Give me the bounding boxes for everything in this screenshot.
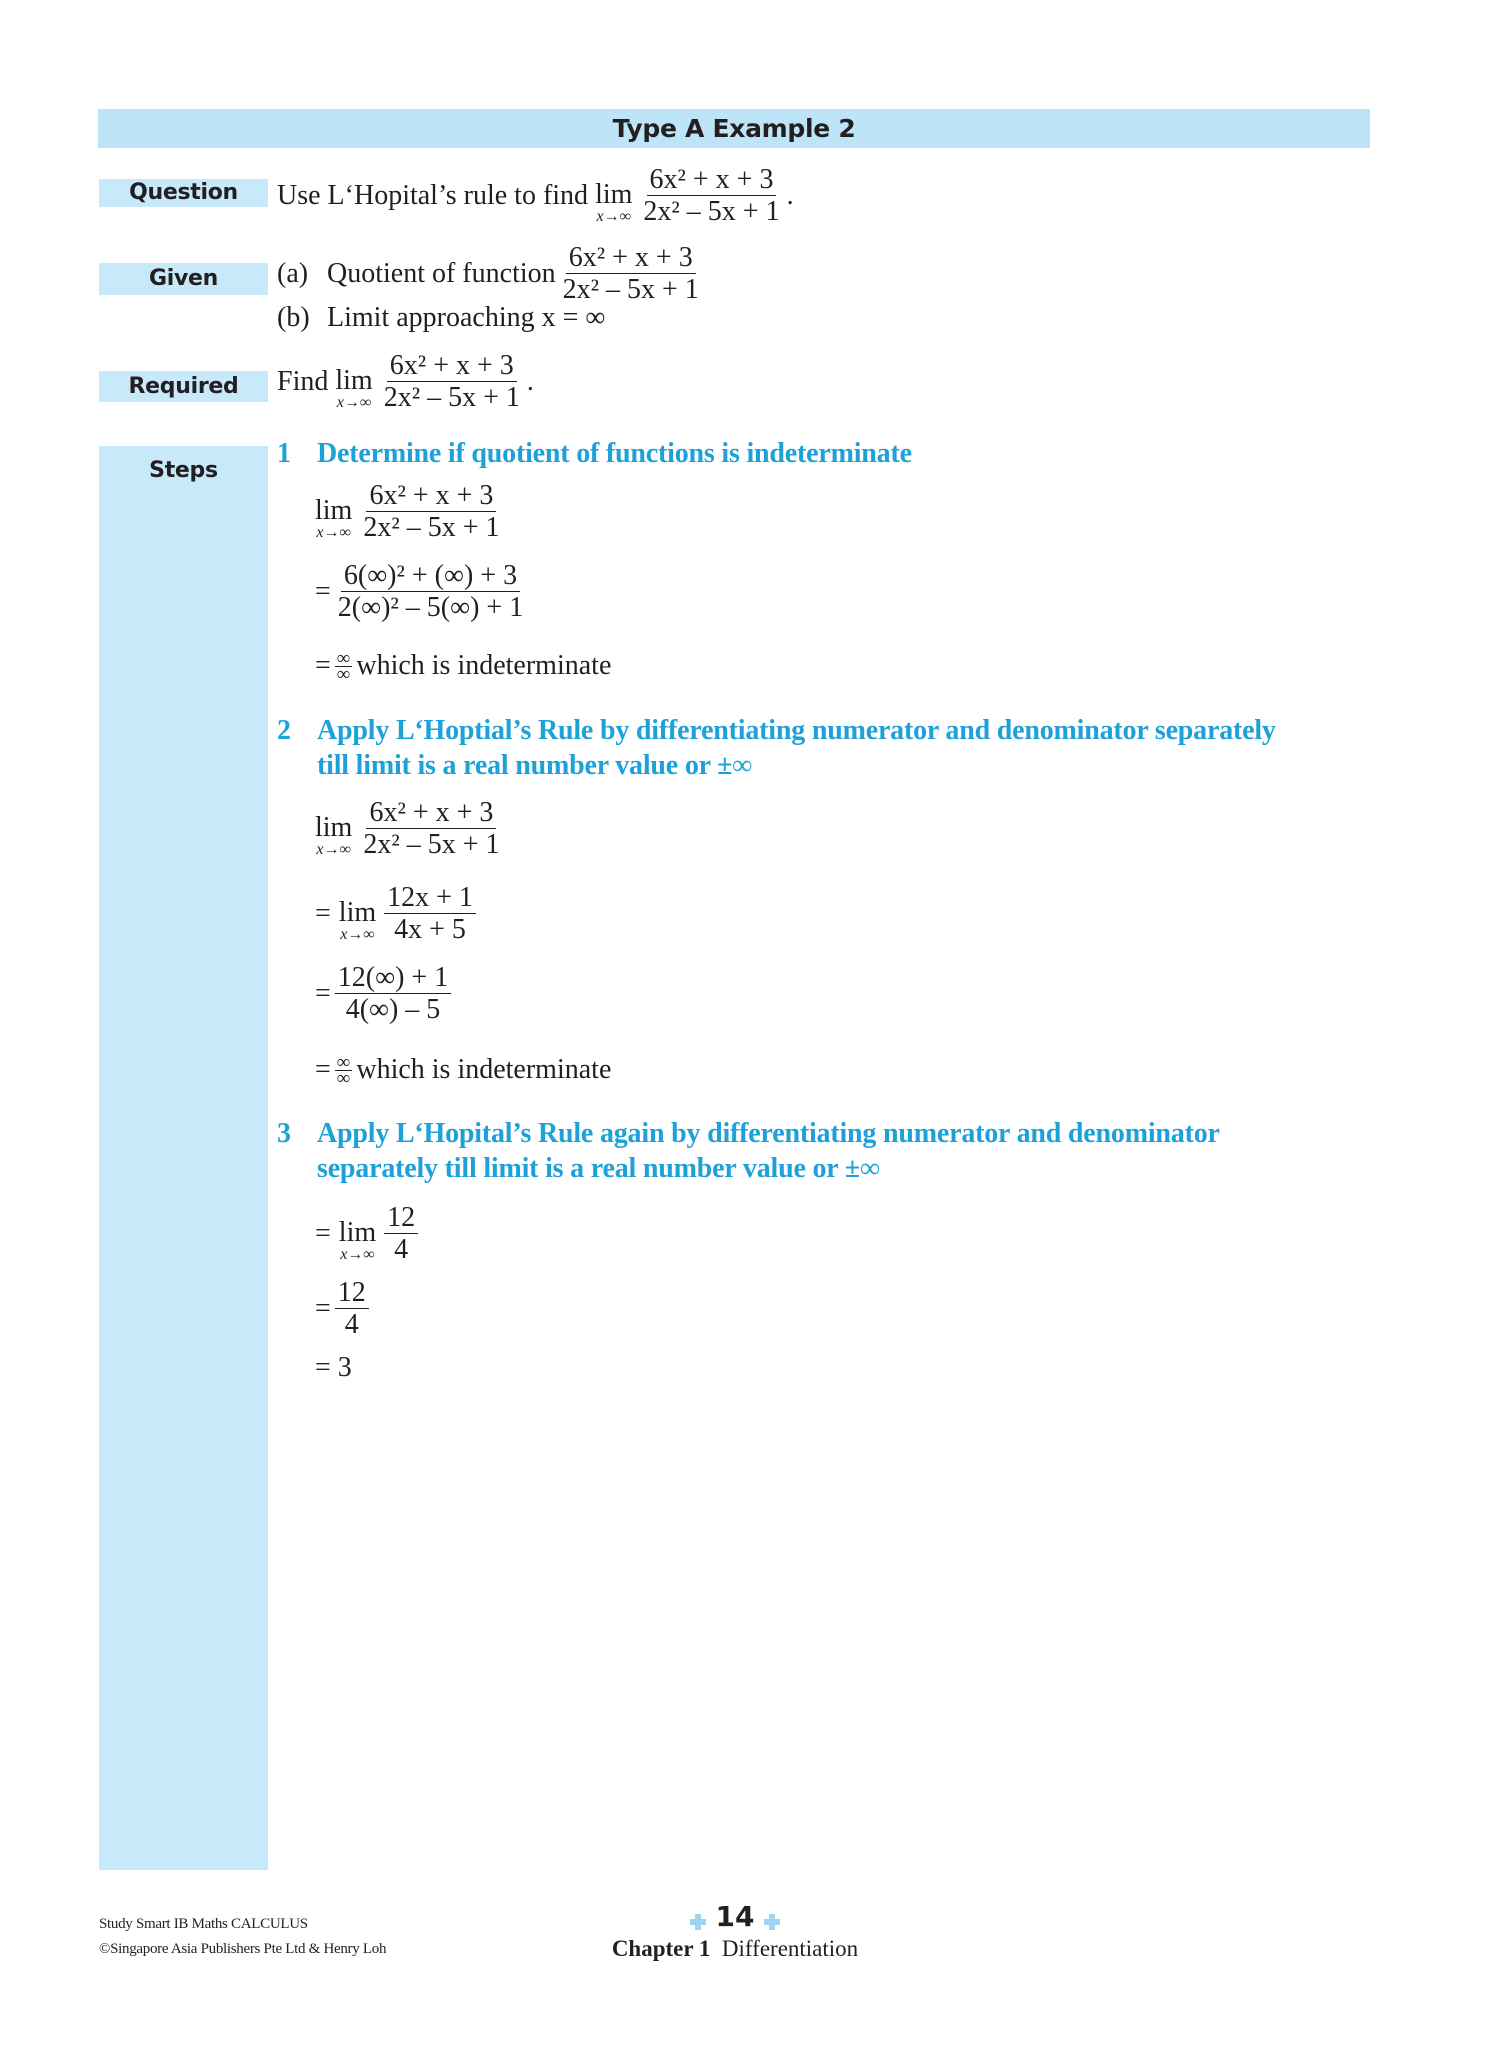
diamond-cross-icon xyxy=(690,1914,706,1930)
numerator: 12 xyxy=(335,1277,369,1309)
final-answer: = 3 xyxy=(315,1352,352,1383)
numerator: 6(∞)² + (∞) + 3 xyxy=(341,560,520,592)
lim-operator xyxy=(338,1216,377,1263)
step-3-heading xyxy=(277,1118,1220,1185)
required-prefix: Find xyxy=(277,365,329,397)
lim-operator xyxy=(595,178,633,225)
example-header-bar xyxy=(98,109,1370,148)
page-number-block xyxy=(600,1900,870,1933)
lim-operator xyxy=(338,896,377,943)
numerator: 12x + 1 xyxy=(384,882,476,914)
conclusion-text: which is indeterminate xyxy=(356,650,612,681)
given-fraction xyxy=(560,242,702,305)
fraction xyxy=(335,647,353,685)
step-heading-text: Apply L‘Hoptial’s Rule by differentiating numerator and denominator separately xyxy=(317,715,1276,746)
lim-word: lim xyxy=(335,364,373,396)
lim-subscript: x→∞ xyxy=(316,840,351,858)
step-number: 2 xyxy=(277,715,291,746)
lim-operator xyxy=(315,811,353,858)
given-label: Given xyxy=(99,263,268,295)
lim-subscript: x→∞ xyxy=(340,925,375,943)
lim-subscript: x→∞ xyxy=(316,523,351,541)
numerator: 6x² + x + 3 xyxy=(387,350,517,382)
required-text xyxy=(277,350,534,413)
step-1-line-1 xyxy=(315,480,507,543)
equals-sign: = xyxy=(315,1292,331,1324)
denominator: 4 xyxy=(344,1309,359,1340)
step-2-line-1 xyxy=(315,797,507,860)
lim-word: lim xyxy=(338,896,377,928)
lim-subscript: x→∞ xyxy=(336,393,372,411)
steps-label: Steps xyxy=(149,458,218,483)
question-text xyxy=(277,164,794,227)
denominator: 4(∞) – 5 xyxy=(345,994,441,1025)
given-a-text: Quotient of function xyxy=(327,257,556,289)
numerator: 12(∞) + 1 xyxy=(335,962,451,994)
lim-word: lim xyxy=(315,811,353,843)
given-item-a xyxy=(277,242,706,305)
chapter-title: Differentiation xyxy=(721,1936,859,1961)
example-title: Type A Example 2 xyxy=(612,114,856,143)
numerator: 6x² + x + 3 xyxy=(647,164,777,196)
fraction xyxy=(335,1051,353,1089)
step-1-line-2 xyxy=(315,560,530,623)
required-fraction xyxy=(381,350,523,413)
footer-book-title: Study Smart IB Maths CALCULUS xyxy=(99,1916,308,1932)
question-label: Question xyxy=(99,179,268,207)
item-marker: (b) xyxy=(277,302,310,333)
step-heading-text-line-2: till limit is a real number value or ±∞ xyxy=(317,750,753,781)
denominator: ∞ xyxy=(336,1067,351,1089)
step-1-heading xyxy=(277,438,912,470)
fraction xyxy=(335,560,526,623)
denominator: 2x² – 5x + 1 xyxy=(363,512,500,543)
diamond-cross-icon xyxy=(764,1914,780,1930)
given-b-text: Limit approaching x = ∞ xyxy=(327,302,606,333)
numerator: 6x² + x + 3 xyxy=(366,797,496,829)
denominator: 2(∞)² – 5(∞) + 1 xyxy=(337,592,524,623)
given-item-b xyxy=(277,302,605,334)
period: . xyxy=(526,365,534,397)
denominator: 4x + 5 xyxy=(394,914,466,945)
step-heading-text: Determine if quotient of functions is indeterminate xyxy=(317,438,912,469)
fraction xyxy=(335,1277,369,1340)
fraction xyxy=(335,962,451,1025)
step-heading-text-line-2: separately till limit is a real number value or ±∞ xyxy=(317,1153,880,1184)
numerator: 12 xyxy=(384,1202,418,1234)
step-number: 1 xyxy=(277,438,291,469)
step-1-line-3 xyxy=(315,647,612,685)
chapter-footer xyxy=(600,1936,870,1962)
step-3-line-3 xyxy=(315,1352,352,1384)
fraction xyxy=(384,1202,418,1265)
step-heading-text: Apply L‘Hopital’s Rule again by differentiating numerator and denominator xyxy=(317,1118,1220,1149)
fraction xyxy=(384,882,476,945)
chapter-label: Chapter 1 xyxy=(611,1936,711,1961)
numerator: ∞ xyxy=(336,647,351,669)
numerator: 6x² + x + 3 xyxy=(566,242,696,274)
step-3-line-1 xyxy=(315,1202,422,1265)
lim-subscript: x→∞ xyxy=(340,1245,375,1263)
denominator: ∞ xyxy=(336,663,351,685)
denominator: 2x² – 5x + 1 xyxy=(383,382,520,413)
step-2-line-3 xyxy=(315,962,455,1025)
steps-sidebar xyxy=(99,446,268,1870)
step-2-line-4 xyxy=(315,1051,612,1089)
equals-sign: = xyxy=(315,1217,331,1249)
equals-sign: = xyxy=(315,1054,331,1085)
equals-sign: = xyxy=(315,575,331,607)
question-prefix: Use L‘Hopital’s rule to find xyxy=(277,179,589,211)
lim-word: lim xyxy=(338,1216,377,1248)
denominator: 4 xyxy=(394,1234,409,1265)
equals-sign: = xyxy=(315,897,331,929)
lim-word: lim xyxy=(315,494,353,526)
denominator: 2x² – 5x + 1 xyxy=(363,829,500,860)
lim-operator xyxy=(335,364,373,411)
fraction xyxy=(360,797,502,860)
equals-sign: = xyxy=(315,650,331,681)
period: . xyxy=(786,179,794,211)
item-marker: (a) xyxy=(277,257,309,289)
question-fraction xyxy=(640,164,782,227)
page-number: 14 xyxy=(715,1900,755,1933)
conclusion-text: which is indeterminate xyxy=(356,1054,612,1085)
denominator: 2x² – 5x + 1 xyxy=(562,274,699,305)
step-3-line-2 xyxy=(315,1277,373,1340)
denominator: 2x² – 5x + 1 xyxy=(643,196,780,227)
numerator: 6x² + x + 3 xyxy=(366,480,496,512)
fraction xyxy=(360,480,502,543)
numerator: ∞ xyxy=(336,1051,351,1073)
lim-subscript: x→∞ xyxy=(596,207,631,225)
lim-word: lim xyxy=(595,178,633,210)
step-2-line-2 xyxy=(315,882,480,945)
equals-sign: = xyxy=(315,977,331,1009)
lim-operator xyxy=(315,494,353,541)
footer-copyright: ©Singapore Asia Publishers Pte Ltd & Henry Loh xyxy=(99,1941,387,1957)
step-number: 3 xyxy=(277,1118,291,1149)
required-label: Required xyxy=(99,371,268,402)
step-2-heading xyxy=(277,715,1276,782)
